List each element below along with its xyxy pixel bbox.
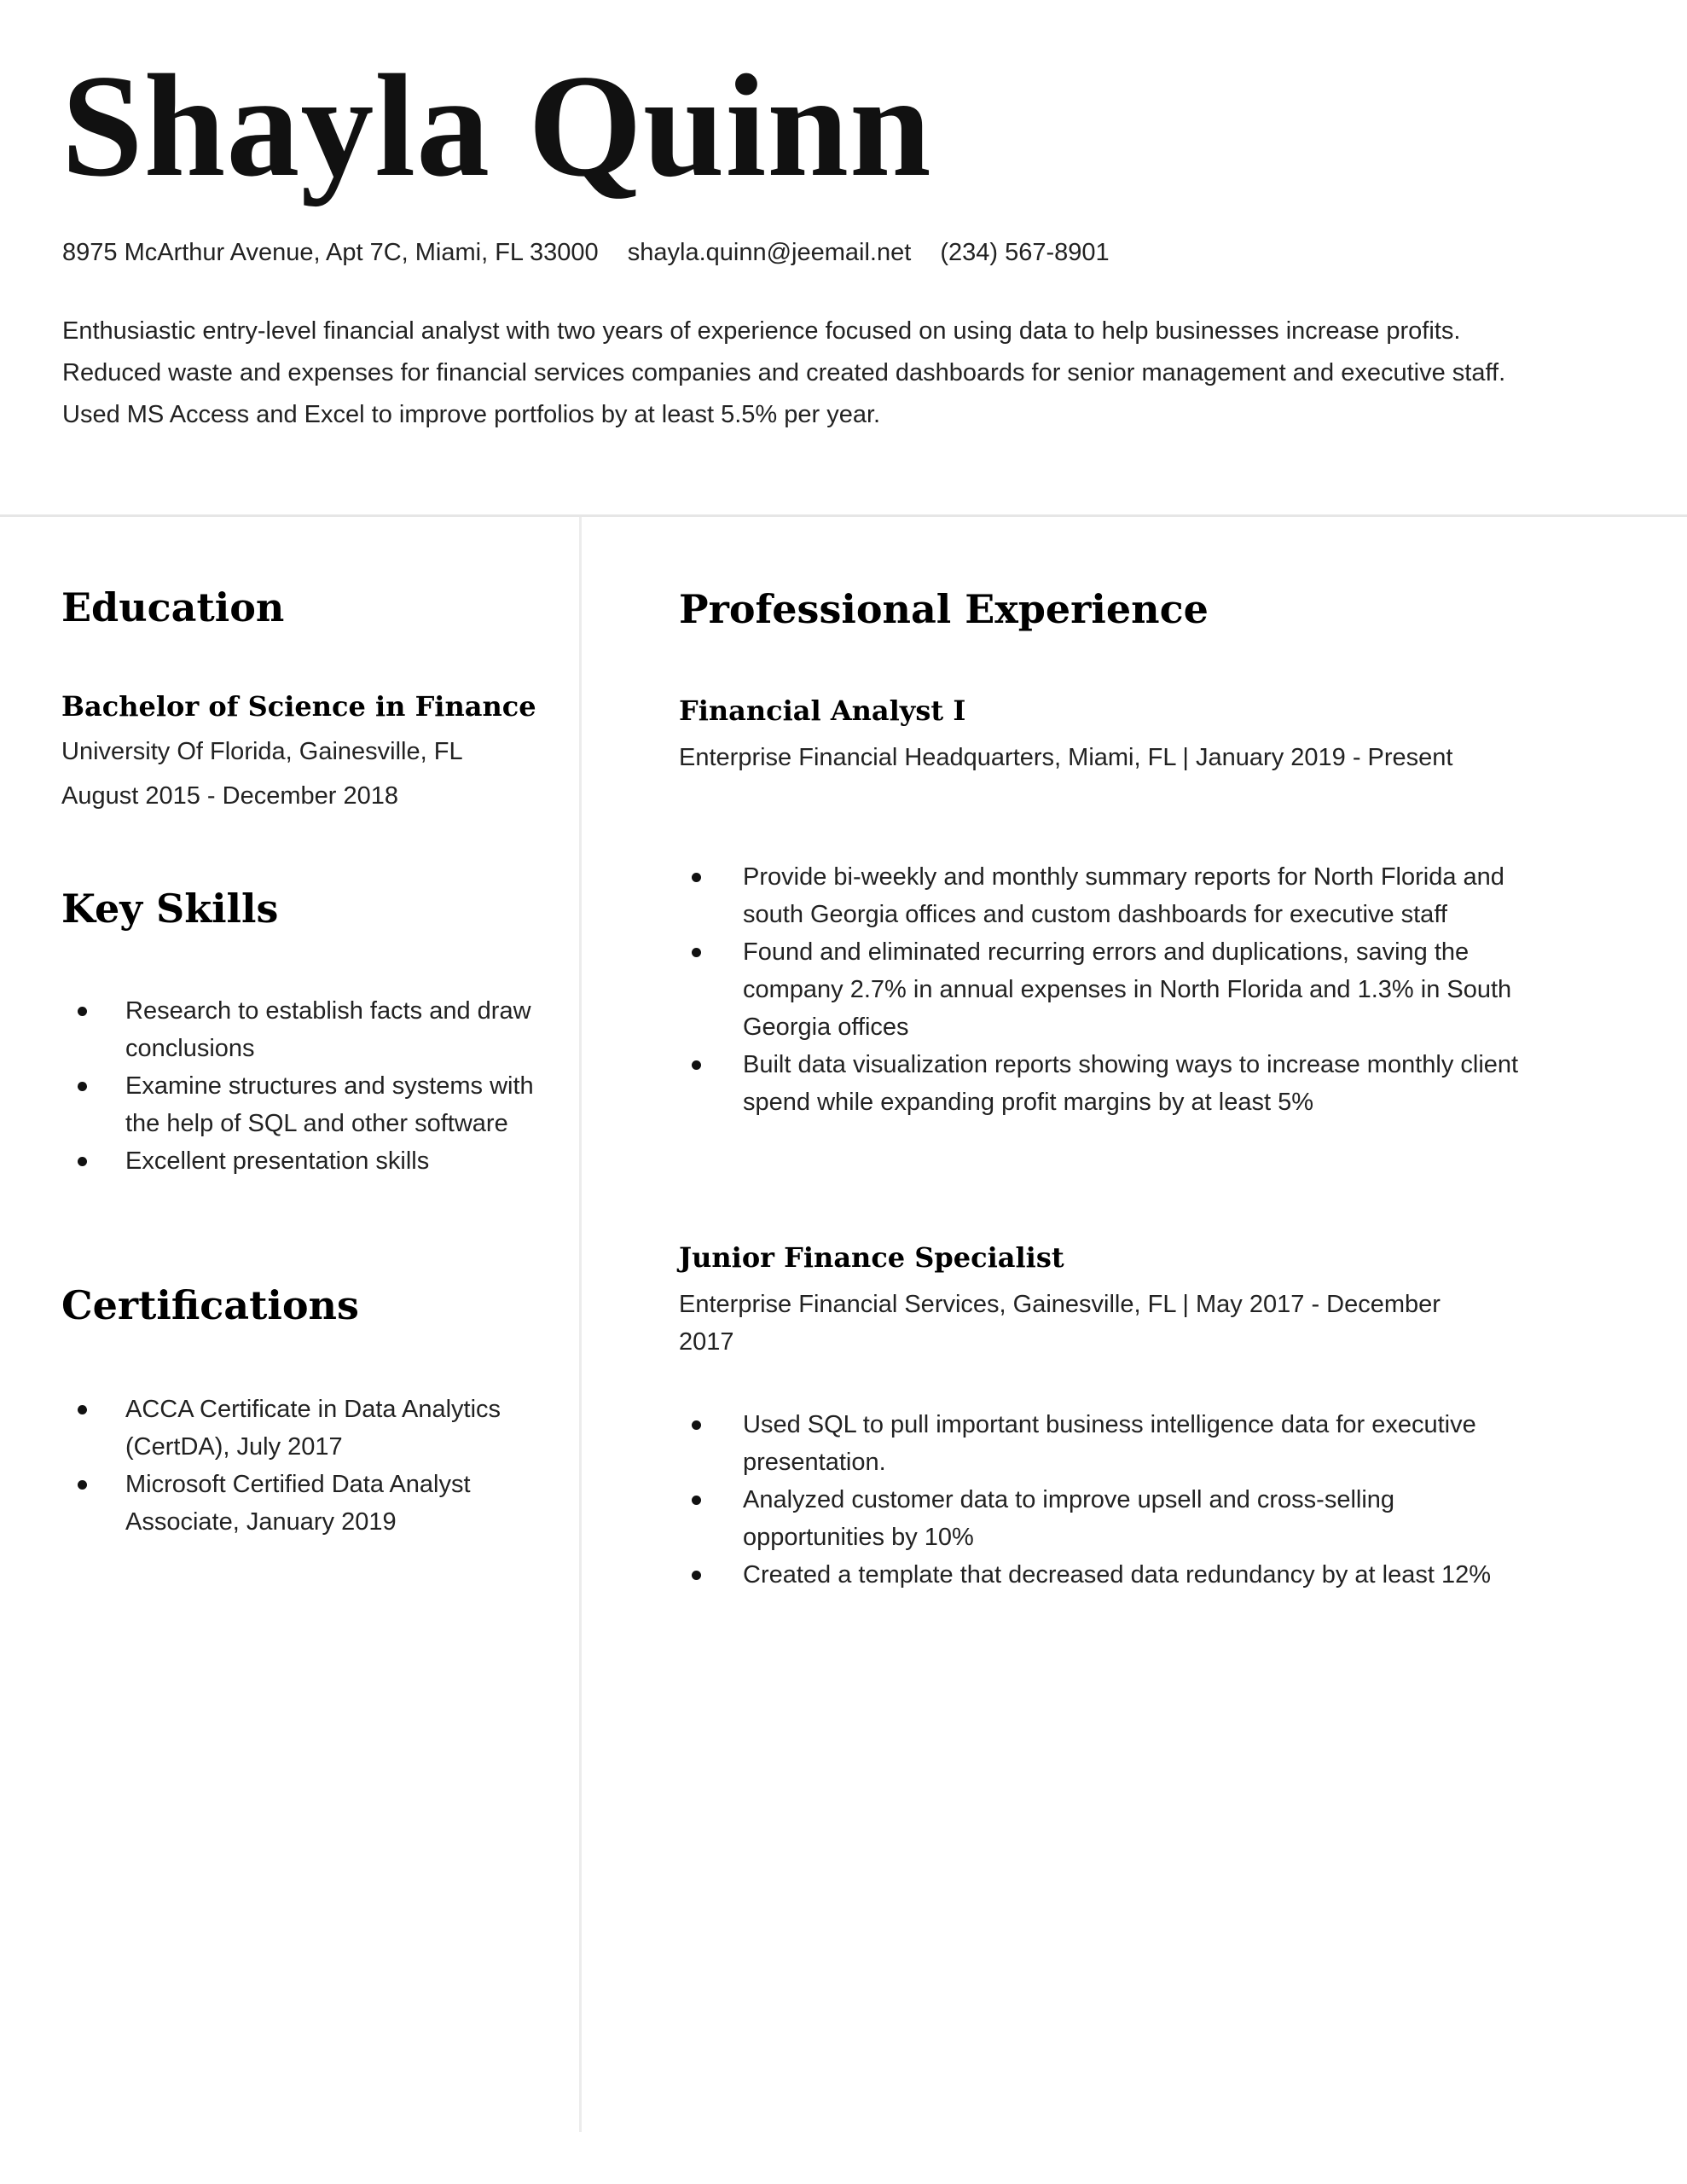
- certifications-list: [125, 1391, 526, 1541]
- horizontal-divider: [0, 514, 1687, 517]
- job-bullets: [743, 1406, 1528, 1594]
- bullet-icon: [692, 1060, 701, 1070]
- bullet-icon: [78, 1157, 87, 1166]
- job-title: Financial Analyst I: [679, 694, 966, 727]
- bullet-icon: [78, 1480, 87, 1490]
- list-item: [125, 1142, 552, 1180]
- bullet-icon: [78, 1405, 87, 1414]
- job-title: Junior Finance Specialist: [679, 1241, 1064, 1274]
- bullet-icon: [692, 1496, 701, 1505]
- education-heading: Education: [61, 584, 285, 630]
- bullet-icon: [692, 873, 701, 882]
- job-company: Enterprise Financial Services, Gainesville, FL | May 2017 - December 2017: [679, 1291, 1441, 1356]
- contact-line: [62, 239, 1132, 267]
- job-bullets: [743, 858, 1528, 1121]
- list-item: [743, 1046, 1528, 1121]
- certifications-heading: Certifications: [61, 1282, 359, 1328]
- key-skills-heading: Key Skills: [61, 886, 279, 932]
- summary: Enthusiastic entry-level financial analyst with two years of experience focused on using data to help businesses increase profits. Reduced waste and expenses for financial services companies and created dashboards for senior management and executive staff. Used MS Access and Excel to improve portfolios by at least 5.5% per year.: [62, 317, 1506, 428]
- bullet-text: Built data visualization reports showing ways to increase monthly client spend while expanding profit margins by at least 5%: [743, 1051, 1519, 1116]
- bullet-icon: [692, 1420, 701, 1430]
- candidate-name: Shayla Quinn: [61, 45, 932, 207]
- bullet-text: Used SQL to pull important business intelligence data for executive presentation.: [743, 1411, 1476, 1476]
- degree: Bachelor of Science in Finance: [61, 690, 536, 723]
- experience-heading: Professional Experience: [679, 586, 1209, 632]
- bullet-text: Provide bi-weekly and monthly summary reports for North Florida and south Georgia offices and custom dashboards for executive staff: [743, 863, 1504, 928]
- address: 8975 McArthur Avenue, Apt 7C, Miami, FL 33000: [62, 239, 599, 266]
- bullet-icon: [78, 1007, 87, 1016]
- skill-text: Research to establish facts and draw conclusions: [125, 997, 531, 1062]
- list-item: [743, 1556, 1528, 1594]
- bullet-icon: [692, 1571, 701, 1580]
- vertical-divider: [579, 517, 582, 2132]
- list-item: [743, 1481, 1528, 1556]
- education-dates: August 2015 - December 2018: [61, 782, 398, 810]
- phone: (234) 567-8901: [940, 239, 1110, 266]
- school: University Of Florida, Gainesville, FL: [61, 738, 463, 765]
- certification-text: ACCA Certificate in Data Analytics (CertDA), July 2017: [125, 1396, 501, 1461]
- list-item: [125, 1391, 526, 1466]
- list-item: [743, 933, 1528, 1046]
- bullet-text: Analyzed customer data to improve upsell and cross-selling opportunities by 10%: [743, 1486, 1395, 1551]
- bullet-text: Created a template that decreased data redundancy by at least 12%: [743, 1561, 1492, 1589]
- skill-text: Examine structures and systems with the help of SQL and other software: [125, 1072, 534, 1137]
- bullet-icon: [692, 948, 701, 957]
- skill-text: Excellent presentation skills: [125, 1147, 430, 1175]
- job-company: Enterprise Financial Headquarters, Miami, FL | January 2019 - Present: [679, 744, 1453, 771]
- list-item: [743, 1406, 1528, 1481]
- certification-text: Microsoft Certified Data Analyst Associate, January 2019: [125, 1471, 471, 1536]
- list-item: [125, 1466, 526, 1541]
- bullet-icon: [78, 1082, 87, 1091]
- list-item: [743, 858, 1528, 933]
- skills-list: [125, 992, 552, 1180]
- bullet-text: Found and eliminated recurring errors and duplications, saving the company 2.7% in annual expenses in North Florida and 1.3% in South Georgia offices: [743, 938, 1512, 1041]
- list-item: [125, 992, 552, 1067]
- list-item: [125, 1067, 552, 1142]
- email: shayla.quinn@jeemail.net: [627, 239, 912, 266]
